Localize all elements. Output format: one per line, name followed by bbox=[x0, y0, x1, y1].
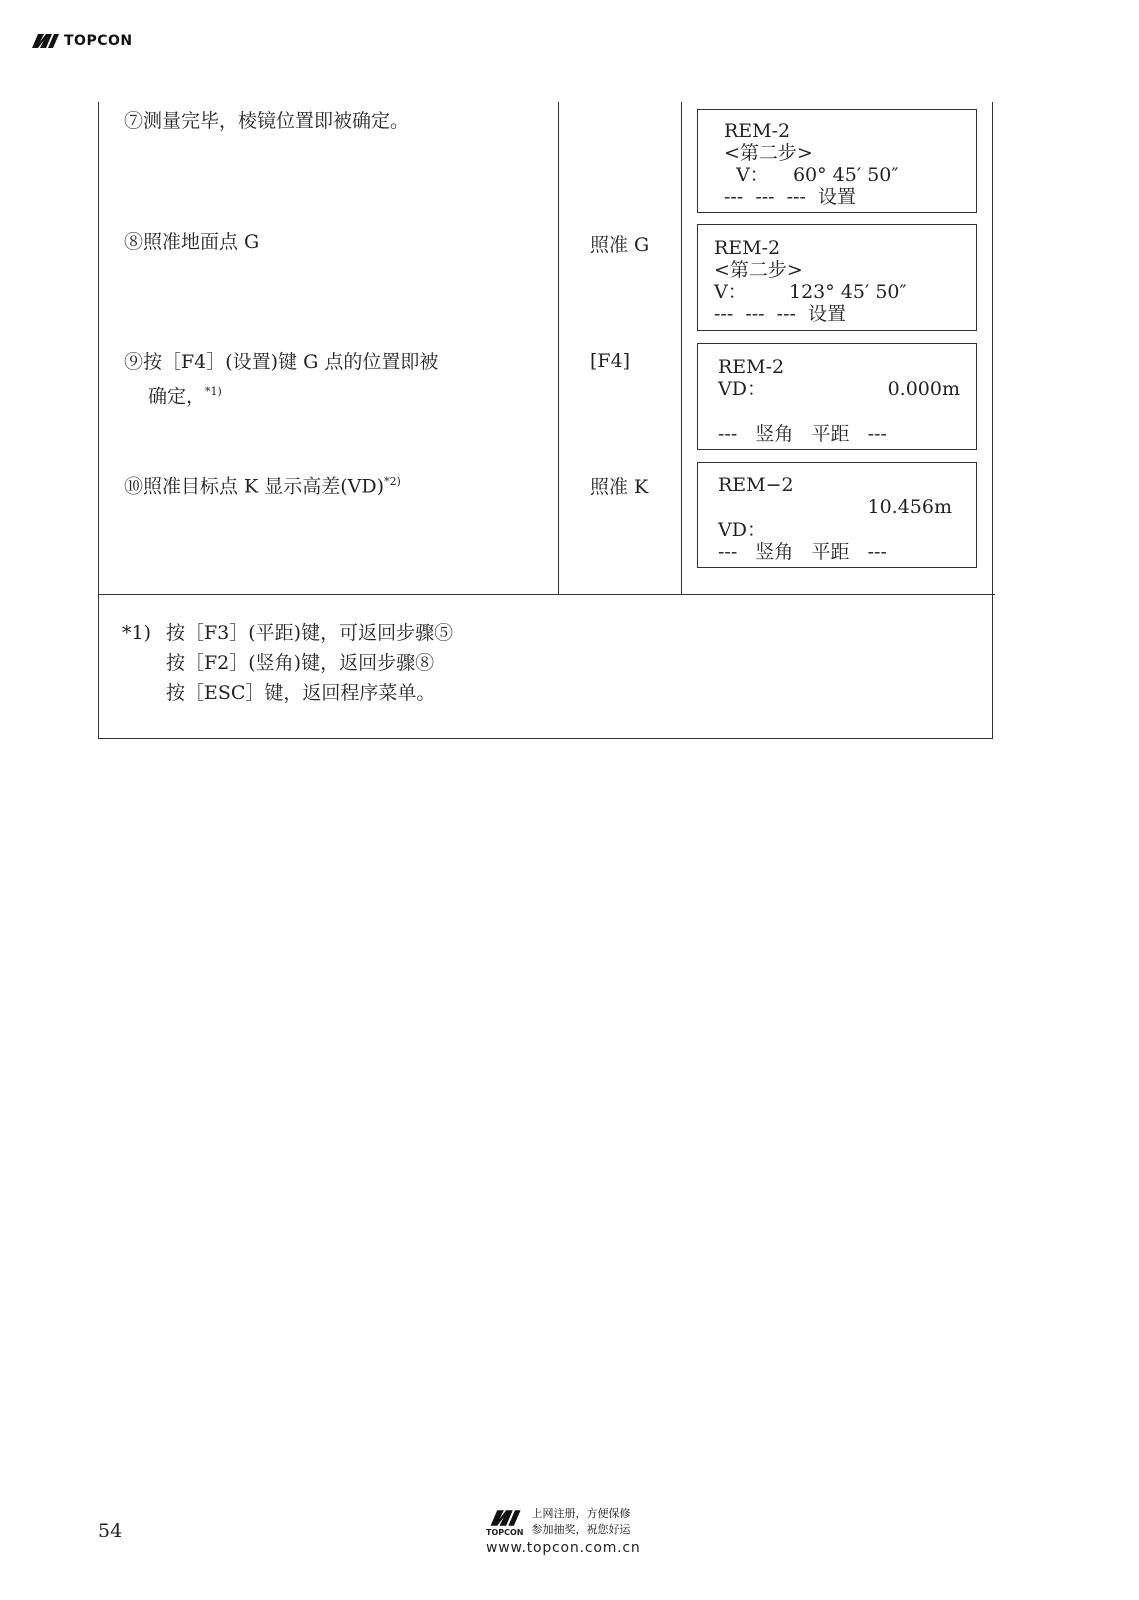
footer-promo bbox=[486, 1506, 656, 1556]
step-9-screen bbox=[697, 343, 977, 450]
table-bottom bbox=[98, 738, 993, 739]
col-divider-3 bbox=[681, 102, 682, 594]
col-divider-1 bbox=[98, 102, 99, 738]
footer-logo bbox=[486, 1508, 524, 1537]
step-8-screen bbox=[697, 224, 977, 331]
footnote-line: 按［F3］(平距)键，可返回步骤⑤ bbox=[166, 622, 454, 644]
footnote-lines bbox=[166, 618, 453, 708]
footer-slogan-2: 参加抽奖，祝您好运 bbox=[531, 1523, 631, 1536]
screen-line: VD： bbox=[718, 519, 766, 541]
step-9-line2-text: 确定， bbox=[148, 385, 206, 408]
topcon-logo-icon bbox=[30, 32, 60, 50]
footnote-line: 按［F2］(竖角)键，返回步骤⑧ bbox=[166, 652, 435, 674]
step-9-line2 bbox=[124, 377, 438, 411]
screen-softkeys: --- 竖角 平距 --- bbox=[718, 541, 887, 563]
screen-line: V： 123° 45′ 50″ bbox=[714, 281, 907, 303]
screen-line: VD： bbox=[718, 378, 766, 400]
step-10-screen bbox=[697, 462, 977, 568]
step-10-key: 照准 K bbox=[590, 476, 649, 498]
footnote-ref-2: *2) bbox=[384, 475, 401, 488]
topcon-logo bbox=[30, 32, 133, 50]
col-divider-4 bbox=[992, 102, 993, 738]
step-8-text: ⑧照准地面点 G bbox=[124, 231, 260, 253]
col-divider-2 bbox=[558, 102, 559, 594]
topcon-logo-text: TOPCON bbox=[64, 33, 133, 49]
footer-url[interactable]: www.topcon.com.cn bbox=[486, 1540, 641, 1556]
step-9-line1: ⑨按［F4］(设置)键 G 点的位置即被 bbox=[124, 351, 439, 373]
screen-line: REM-2 bbox=[714, 237, 781, 259]
screen-line: V： 60° 45′ 50″ bbox=[724, 164, 899, 186]
screen-value: 10.456m bbox=[867, 496, 952, 518]
page-number: 54 bbox=[98, 1520, 123, 1542]
screen-line: --- --- --- 设置 bbox=[714, 303, 847, 325]
footer-slogan-1: 上网注册，方便保修 bbox=[531, 1507, 631, 1520]
step-9-text bbox=[124, 347, 438, 411]
step-10-text bbox=[124, 467, 401, 501]
step-10-main: ⑩照准目标点 K 显示高差(VD) bbox=[124, 475, 385, 498]
topcon-logo-icon bbox=[487, 1508, 523, 1528]
screen-softkeys: --- 竖角 平距 --- bbox=[718, 423, 887, 445]
screen-line: <第二步> bbox=[724, 142, 813, 164]
screen-line: REM−2 bbox=[718, 474, 794, 496]
row-divider bbox=[98, 594, 995, 595]
footnote-ref-1: *1) bbox=[205, 385, 222, 398]
screen-line: REM-2 bbox=[718, 356, 785, 378]
footnote-line: 按［ESC］键，返回程序菜单。 bbox=[166, 682, 436, 704]
screen-line: <第二步> bbox=[714, 259, 803, 281]
footer-logo-text: TOPCON bbox=[486, 1527, 524, 1537]
screen-value: 0.000m bbox=[887, 378, 960, 400]
screen-line: --- --- --- 设置 bbox=[724, 186, 857, 208]
screen-line: REM-2 bbox=[724, 120, 791, 142]
step-7-screen bbox=[697, 109, 977, 213]
footnote-marker: *1) bbox=[122, 622, 152, 644]
step-8-key: 照准 G bbox=[590, 234, 650, 256]
step-7-text: ⑦测量完毕，棱镜位置即被确定。 bbox=[124, 110, 410, 132]
step-9-key: [F4] bbox=[590, 350, 631, 372]
